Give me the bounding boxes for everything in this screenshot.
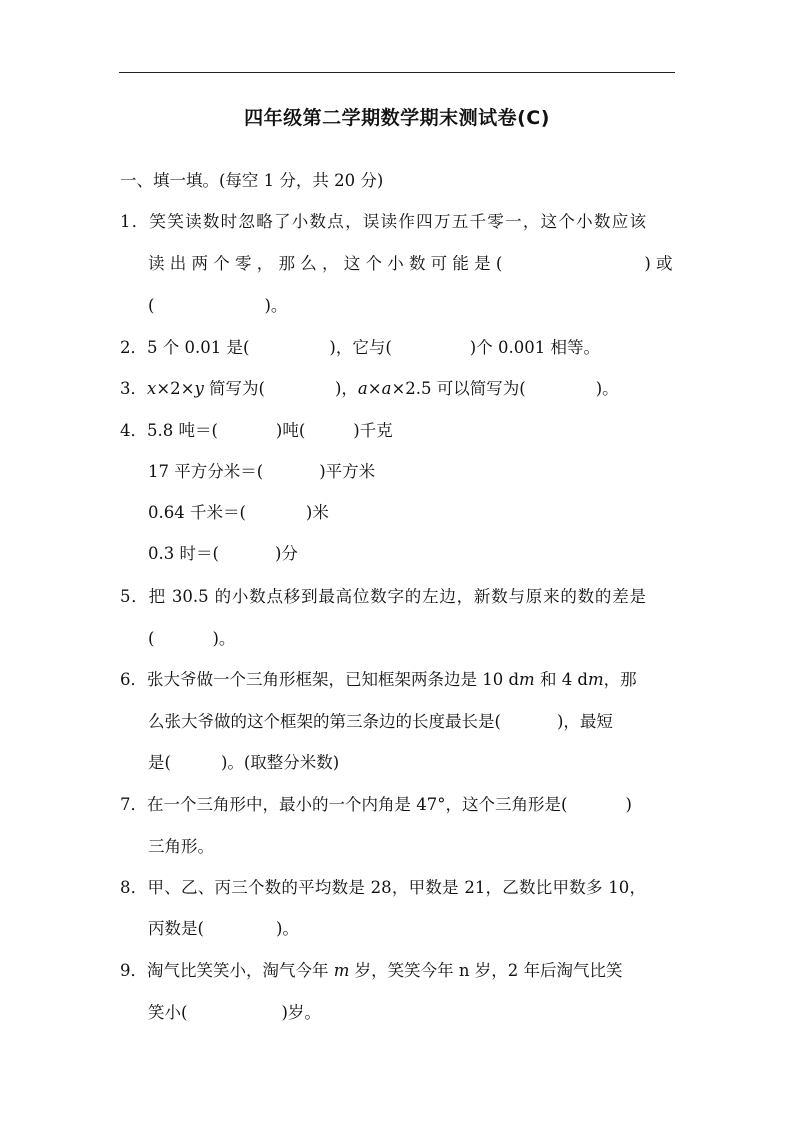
question-1-line-3: ( )。 bbox=[148, 296, 288, 315]
question-4-line-1: 4．5.8 吨＝( )吨( )千克 bbox=[120, 421, 393, 440]
question-6-line-2: 么张大爷做的这个框架的第三条边的长度最长是( )，最短 bbox=[148, 712, 613, 731]
question-8-line-1: 8．甲、乙、丙三个数的平均数是 28，甲数是 21，乙数比甲数多 10， bbox=[120, 878, 646, 897]
question-4-line-2: 17 平方分米＝( )平方米 bbox=[148, 462, 376, 481]
question-8-line-2: 丙数是( )。 bbox=[148, 919, 299, 938]
question-1-line-1: 1．笑笑读数时忽略了小数点，误读作四万五千零一，这个小数应该 bbox=[120, 212, 646, 231]
section-heading: 一、填一填。(每空 1 分，共 20 分) bbox=[120, 171, 384, 190]
question-6-line-1: 6．张大爷做一个三角形框架，已知框架两条边是 10 dm 和 4 dm，那 bbox=[120, 670, 637, 689]
question-7-line-2: 三角形。 bbox=[148, 837, 214, 856]
question-9-line-1: 9．淘气比笑笑小，淘气今年 m 岁，笑笑今年 n 岁，2 年后淘气比笑 bbox=[120, 961, 623, 980]
page-title: 四年级第二学期数学期末测试卷(C) bbox=[244, 107, 550, 129]
question-4-line-4: 0.3 时＝( )分 bbox=[148, 544, 298, 563]
question-9-line-2: 笑小( )岁。 bbox=[148, 1003, 321, 1022]
header-rule bbox=[119, 72, 675, 73]
question-1-line-2: 读 出 两 个 零 ， 那 么 ， 这 个 小 数 可 能 是 ( ) 或 bbox=[148, 254, 673, 273]
question-7-line-1: 7．在一个三角形中，最小的一个内角是 47°，这个三角形是( ) bbox=[120, 795, 632, 814]
question-5-line-2: ( )。 bbox=[148, 629, 236, 648]
question-3: 3．x×2×y 简写为( )，a×a×2.5 可以简写为( )。 bbox=[120, 379, 619, 398]
question-5-line-1: 5．把 30.5 的小数点移到最高位数字的左边，新数与原来的数的差是 bbox=[120, 587, 646, 606]
question-6-line-3: 是( )。(取整分米数) bbox=[148, 753, 340, 772]
question-4-line-3: 0.64 千米＝( )米 bbox=[148, 503, 329, 522]
question-2: 2．5 个 0.01 是( )，它与( )个 0.001 相等。 bbox=[120, 338, 600, 357]
